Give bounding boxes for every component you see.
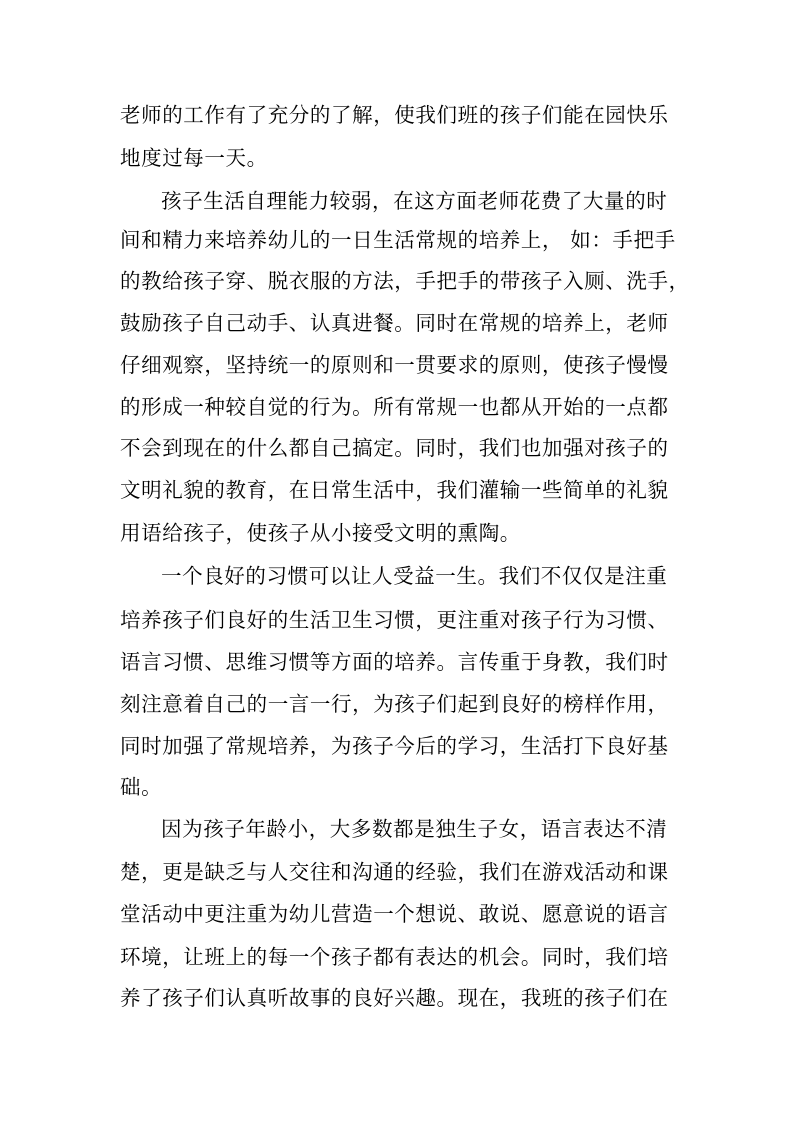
text-line: 孩子生活自理能力较弱，在这方面老师花费了大量的时 — [161, 189, 668, 213]
text-line: 的形成一种较自觉的行为。所有常规一也都从开始的一点都 — [120, 395, 669, 419]
text-line: 楚，更是缺乏与人交往和沟通的经验，我们在游戏活动和课 — [120, 860, 669, 884]
text-line: 养了孩子们认真听故事的良好兴趣。现在，我班的孩子们在 — [120, 986, 669, 1010]
text-line: 仔细观察，坚持统一的原则和一贯要求的原则，使孩子慢慢 — [120, 353, 669, 377]
text-line: 础。 — [120, 775, 163, 799]
text-line: 不会到现在的什么都自己搞定。同时，我们也加强对孩子的 — [120, 436, 669, 460]
text-line: 的教给孩子穿、脱衣服的方法，手把手的带孩子入厕、洗手， — [120, 269, 690, 293]
text-line: 因为孩子年龄小，大多数都是独生子女，语言表达不清 — [161, 817, 668, 841]
text-line: 堂活动中更注重为幼儿营造一个想说、敢说、愿意说的语言 — [120, 902, 669, 926]
text-line: 培养孩子们良好的生活卫生习惯，更注重对孩子行为习惯、 — [120, 608, 669, 632]
text-line: 老师的工作有了充分的了解，使我们班的孩子们能在园快乐 — [120, 103, 669, 127]
text-line: 间和精力来培养幼儿的一日生活常规的培养上， 如：手把手 — [120, 228, 676, 252]
text-line: 刻注意着自己的一言一行，为孩子们起到良好的榜样作用， — [120, 692, 669, 716]
text-line: 文明礼貌的教育，在日常生活中，我们灌输一些简单的礼貌 — [120, 478, 669, 502]
text-line: 用语给孩子，使孩子从小接受文明的熏陶。 — [120, 521, 521, 545]
text-line: 语言习惯、思维习惯等方面的培养。言传重于身教，我们时 — [120, 650, 669, 674]
text-line: 一个良好的习惯可以让人受益一生。我们不仅仅是注重 — [161, 564, 668, 588]
text-line: 同时加强了常规培养，为孩子今后的学习，生活打下良好基 — [120, 734, 669, 758]
text-line: 鼓励孩子自己动手、认真进餐。同时在常规的培养上，老师 — [120, 311, 669, 335]
text-line: 地度过每一天。 — [120, 146, 268, 170]
text-line: 环境，让班上的每一个孩子都有表达的机会。同时，我们培 — [120, 945, 669, 969]
